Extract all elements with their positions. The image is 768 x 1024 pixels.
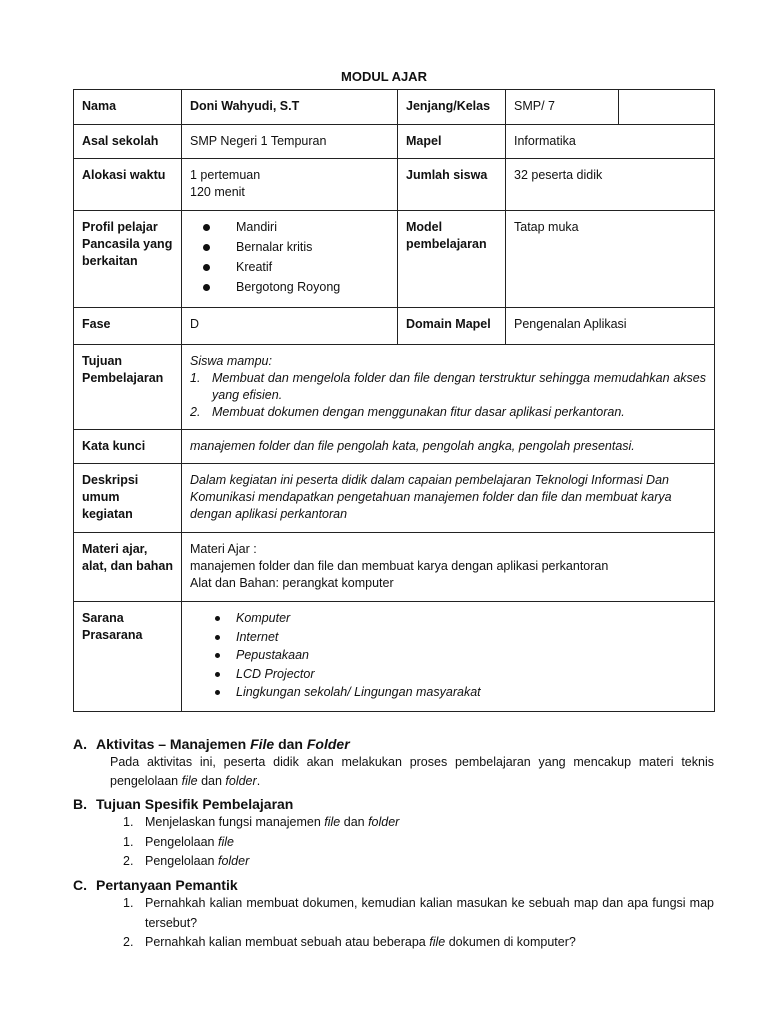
list-file: file: [217, 834, 234, 849]
list-folder: folder: [217, 854, 250, 868]
table-row-alokasi: [74, 159, 715, 211]
label-model-pembelajaran: Model pembelajaran: [398, 211, 506, 308]
para-folder: folder: [225, 774, 257, 788]
list-number: 1.: [123, 834, 134, 849]
list-file: file: [324, 815, 341, 829]
table-row-sarana: [74, 602, 715, 712]
section-c-list: [73, 894, 714, 953]
value-materi: [182, 533, 715, 602]
list-item: Internet: [236, 629, 706, 646]
para-end: .: [256, 774, 261, 788]
value-alokasi-waktu: [182, 159, 398, 211]
table-row-tujuan: [74, 345, 715, 430]
heading-dan: dan: [274, 736, 307, 752]
label-jumlah-siswa: Jumlah siswa: [398, 159, 506, 211]
table-row-asal: [74, 125, 715, 159]
list-number: 1.: [123, 815, 134, 829]
list-item: [73, 813, 714, 833]
value-jumlah-siswa: 32 peserta didik: [506, 159, 715, 211]
list-item: Pepustakaan: [236, 647, 706, 664]
list-text: Pengelolaan: [145, 854, 218, 868]
list-item: [190, 370, 706, 404]
alokasi-line-2: 120 menit: [190, 185, 245, 199]
value-jenjang: SMP/ 7: [506, 90, 619, 125]
profil-list: [190, 219, 389, 296]
section-b-heading: [73, 795, 714, 813]
label-tujuan-pembelajaran: Tujuan Pembelajaran: [74, 345, 182, 430]
materi-line-1: Materi Ajar :: [190, 542, 257, 556]
list-item: [190, 404, 706, 421]
para-text: Pada aktivitas ini, peserta didik akan melakukan proses pembelajaran yang mencakup materi teknis pengelolaan: [110, 755, 714, 788]
materi-line-3: Alat dan Bahan: perangkat komputer: [190, 576, 394, 590]
heading-text: Pertanyaan Pemantik: [96, 877, 238, 893]
value-sarana: [182, 602, 715, 712]
table-row-nama: [74, 90, 715, 125]
label-domain-mapel: Domain Mapel: [398, 308, 506, 345]
label-jenjang: Jenjang/Kelas: [398, 90, 506, 125]
label-deskripsi: Deskripsi umum kegiatan: [74, 464, 182, 533]
section-letter: B.: [73, 796, 87, 812]
table-row-deskripsi: [74, 464, 715, 533]
list-item: [73, 833, 714, 853]
list-item: Lingkungan sekolah/ Lingungan masyarakat: [236, 684, 706, 701]
section-c-heading: [73, 876, 714, 894]
label-asal-sekolah: Asal sekolah: [74, 125, 182, 159]
value-tujuan-pembelajaran: [182, 345, 715, 430]
list-text: Pengelolaan: [145, 834, 218, 849]
list-text: Menjelaskan fungsi manajemen: [145, 815, 325, 829]
label-alokasi-waktu: Alokasi waktu: [74, 159, 182, 211]
section-b: [73, 795, 714, 872]
list-text-end: dokumen di komputer?: [445, 935, 576, 949]
heading-text: Tujuan Spesifik Pembelajaran: [96, 796, 294, 812]
list-item: [73, 933, 714, 953]
empty-cell: [619, 90, 715, 125]
list-item: [73, 852, 714, 872]
list-item: Bergotong Royong: [236, 279, 389, 296]
value-model-pembelajaran: Tatap muka: [506, 211, 715, 308]
list-number: 2.: [123, 935, 134, 949]
list-folder: folder: [368, 815, 400, 829]
section-letter: C.: [73, 877, 87, 893]
value-fase: D: [182, 308, 398, 345]
section-a: [73, 735, 714, 791]
table-row-materi: [74, 533, 715, 602]
list-text: Pernahkah kalian membuat sebuah atau beberapa: [145, 935, 430, 949]
list-item: [73, 894, 714, 933]
table-row-fase: [74, 308, 715, 345]
list-item: Bernalar kritis: [236, 239, 389, 256]
modul-ajar-table: [73, 89, 715, 712]
label-fase: Fase: [74, 308, 182, 345]
list-dan: dan: [340, 815, 369, 829]
list-number: 2.: [123, 854, 134, 868]
list-file: file: [429, 935, 446, 949]
para-dan: dan: [197, 774, 226, 788]
list-text: Membuat dokumen dengan menggunakan fitur dasar aplikasi perkantoran.: [212, 405, 625, 419]
value-kata-kunci: manajemen folder dan file pengolah kata, pengolah angka, pengolah presentasi.: [182, 430, 715, 464]
value-profil-pelajar: [182, 211, 398, 308]
section-c: [73, 876, 714, 953]
value-mapel: Informatika: [506, 125, 715, 159]
tujuan-list: [190, 370, 706, 421]
label-profil-pelajar: Profil pelajar Pancasila yang berkaitan: [74, 211, 182, 308]
label-sarana: Sarana Prasarana: [74, 602, 182, 712]
list-item: Mandiri: [236, 219, 389, 236]
value-domain-mapel: Pengenalan Aplikasi: [506, 308, 715, 345]
list-item: Kreatif: [236, 259, 389, 276]
label-mapel: Mapel: [398, 125, 506, 159]
list-number: 2.: [190, 405, 201, 419]
tujuan-intro: Siswa mampu:: [190, 354, 272, 368]
materi-line-2: manajemen folder dan file dan membuat karya dengan aplikasi perkantoran: [190, 559, 609, 573]
list-number: 1.: [123, 896, 134, 910]
section-a-heading: [73, 735, 714, 753]
section-a-paragraph: [110, 753, 714, 791]
section-b-list: [73, 813, 714, 872]
value-asal-sekolah: SMP Negeri 1 Tempuran: [182, 125, 398, 159]
section-letter: A.: [73, 736, 87, 752]
list-item: LCD Projector: [236, 666, 706, 683]
list-number: 1.: [190, 371, 201, 385]
table-row-kata-kunci: [74, 430, 715, 464]
label-kata-kunci: Kata kunci: [74, 430, 182, 464]
para-file: file: [181, 774, 198, 788]
alokasi-line-1: 1 pertemuan: [190, 168, 261, 182]
heading-folder: Folder: [306, 736, 350, 752]
list-item: Komputer: [236, 610, 706, 627]
value-nama: Doni Wahyudi, S.T: [182, 90, 398, 125]
value-deskripsi: Dalam kegiatan ini peserta didik dalam capaian pembelajaran Teknologi Informasi Dan Komunikasi mendapatkan pengetahuan manajemen folder dan file dan membuat karya dengan aplikasi perkantoran: [182, 464, 715, 533]
document-title: MODUL AJAR: [341, 69, 427, 84]
list-text: Membuat dan mengelola folder dan file dengan terstruktur sehingga memudahkan akses yang efisien.: [212, 371, 706, 402]
table-row-profil: [74, 211, 715, 308]
list-text: Pernahkah kalian membuat dokumen, kemudian kalian masukan ke sebuah map dan apa fungsi map tersebut?: [145, 896, 714, 930]
heading-file: File: [250, 736, 275, 752]
label-materi: Materi ajar, alat, dan bahan: [74, 533, 182, 602]
sarana-list: [190, 610, 706, 701]
label-nama: Nama: [74, 90, 182, 125]
heading-text: Aktivitas – Manajemen: [96, 736, 251, 752]
